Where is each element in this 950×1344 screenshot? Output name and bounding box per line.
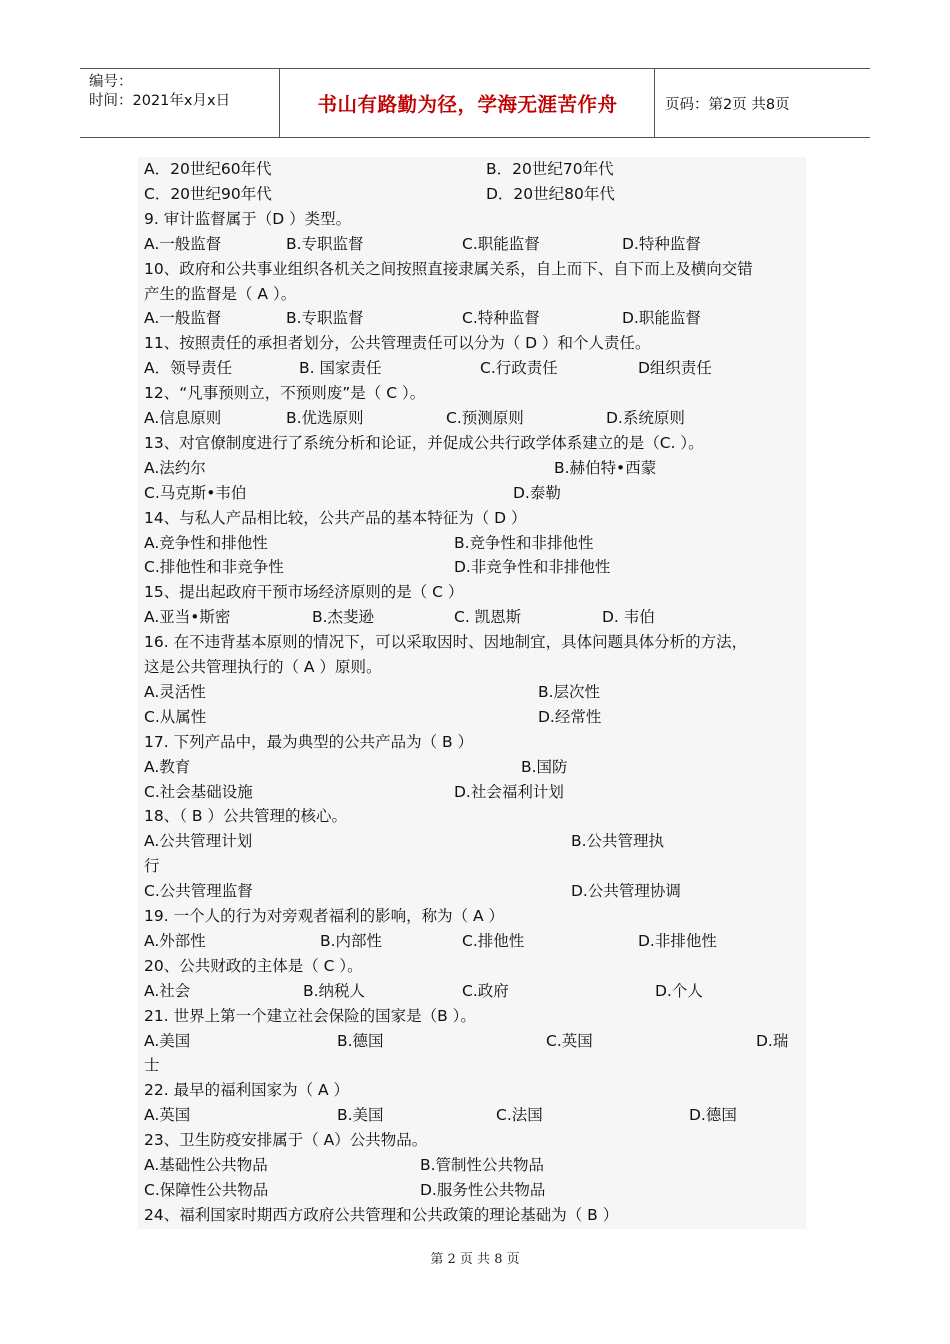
option-text: C.社会基础设施 [144,782,253,801]
option-text: A．20世纪60年代 [144,160,272,178]
option-text: D．20世纪80年代 [486,184,615,203]
option-text: C.预测原则 [446,409,524,427]
option-text: D.瑞 [756,1031,789,1050]
option-text: C. 凯恩斯 [454,608,522,627]
question-text: 士 [144,1056,160,1075]
option-text: C．20世纪90年代 [144,184,272,203]
question-text: 10、政府和公共事业组织各机关之间按照直接隶属关系，自上而下、自下而上及横向交错 [144,259,753,278]
option-text: D.非竞争性和非排他性 [454,558,611,577]
option-text: D.社会福利计划 [454,782,564,801]
option-text: A．领导责任 [144,359,233,378]
question-text: 24、福利国家时期西方政府公共管理和公共政策的理论基础为（ B ） [144,1205,619,1224]
question-text: 14、与私人产品相比较，公共产品的基本特征为（ D ） [144,508,527,527]
option-text: A.一般监督 [144,234,222,253]
option-text: C.特种监督 [462,309,540,328]
option-text: B.杰斐逊 [312,608,375,627]
option-text: D.特种监督 [622,234,701,253]
option-text: C.职能监督 [462,234,540,253]
option-text: A.信息原则 [144,409,222,427]
question-text: 21. 世界上第一个建立社会保险的国家是（B ）。 [144,1006,476,1025]
question-text: 18、（ B ）公共管理的核心。 [144,807,347,826]
option-text: A.美国 [144,1031,191,1050]
number-label: 编号： [89,74,133,90]
option-text: A.外部性 [144,931,206,950]
question-text: 11、按照责任的承担者划分，公共管理责任可以分为（ D ）和个人责任。 [144,334,651,353]
option-text: A.基础性公共物品 [144,1156,268,1174]
question-text: 12、“凡事预则立，不预则废”是（ C ）。 [144,384,426,403]
page-footer: 第 2 页 共 8 页 [430,1252,520,1267]
option-text: D组织责任 [638,359,712,378]
question-text: 20、公共财政的主体是（ C ）。 [144,956,363,975]
motto: 书山有路勤为径，学海无涯苦作舟 [317,93,618,116]
question-text: 17. 下列产品中，最为典型的公共产品为（ B ） [144,732,474,751]
option-text: D.服务性公共物品 [420,1180,546,1199]
option-text: B.德国 [337,1031,384,1050]
option-text: D. 韦伯 [602,608,655,627]
option-text: D.职能监督 [622,309,701,328]
option-text: A.社会 [144,981,191,1000]
option-text: B.竞争性和非排他性 [454,533,594,552]
option-text: B.内部性 [320,931,383,950]
option-text: A.教育 [144,757,191,776]
option-text: B.层次性 [538,682,601,701]
option-text: B．20世纪70年代 [486,160,614,178]
option-text: D.非排他性 [638,931,717,950]
question-text: 这是公共管理执行的（ A ）原则。 [144,658,382,676]
header-motto-cell [281,69,655,137]
option-text: C.政府 [462,981,509,1000]
question-text: 15、提出起政府干预市场经济原则的是（ C ） [144,583,464,602]
option-text: C.行政责任 [480,359,558,378]
option-text: D.泰勒 [513,483,561,502]
option-text: B.国防 [521,757,568,776]
option-text: B.优选原则 [286,409,364,427]
question-text: 产生的监督是（ A ）。 [144,284,297,303]
option-text: B.纳税人 [303,981,366,1000]
question-text: 22. 最早的福利国家为（ A ） [144,1081,350,1100]
question-text: 行 [144,857,160,876]
page-header [80,68,870,138]
option-text: A.英国 [144,1106,191,1125]
question-text: 23、卫生防疫安排属于（ A）公共物品。 [144,1131,428,1150]
question-body [138,157,806,1229]
option-text: C.英国 [546,1031,593,1050]
option-text: D.经常性 [538,707,602,726]
option-text: D.系统原则 [606,409,685,427]
option-text: B.美国 [337,1106,384,1125]
option-text: A.公共管理计划 [144,832,253,851]
option-text: B. 国家责任 [299,359,382,378]
option-text: D.公共管理协调 [571,882,681,901]
option-text: B.管制性公共物品 [420,1156,545,1174]
header-meta [80,69,280,137]
option-text: C.保障性公共物品 [144,1180,269,1199]
option-text: A.灵活性 [144,682,206,701]
option-text: B.专职监督 [286,234,364,253]
question-text: 9. 审计监督属于（D ）类型。 [144,209,352,228]
question-text: 19. 一个人的行为对旁观者福利的影响，称为（ A ） [144,907,505,925]
option-text: C.公共管理监督 [144,882,253,901]
question-text: 13、对官僚制度进行了系统分析和论证，并促成公共行政学体系建立的是（C. ）。 [144,433,704,452]
option-text: A.亚当•斯密 [144,608,231,627]
option-text: C.排他性 [462,931,525,950]
option-text: D.个人 [655,981,703,1000]
page-label: 页码：第2页 共8页 [665,96,790,113]
option-text: C.法国 [496,1106,543,1125]
question-text: 16. 在不违背基本原则的情况下，可以采取因时、因地制宜，具体问题具体分析的方法， [144,633,748,652]
option-text: A.竞争性和排他性 [144,533,268,552]
option-text: B.公共管理执 [571,832,665,851]
option-text: A.法约尔 [144,458,206,477]
option-text: C.排他性和非竞争性 [144,558,284,577]
option-text: B.专职监督 [286,309,364,328]
header-page-cell [655,69,870,137]
option-text: B.赫伯特•西蒙 [554,458,657,477]
date-label: 时间：2021年x月x日 [89,93,231,109]
option-text: D.德国 [689,1106,737,1125]
option-text: C.从属性 [144,707,207,726]
option-text: C.马克斯•韦伯 [144,483,247,502]
option-text: A.一般监督 [144,309,222,328]
